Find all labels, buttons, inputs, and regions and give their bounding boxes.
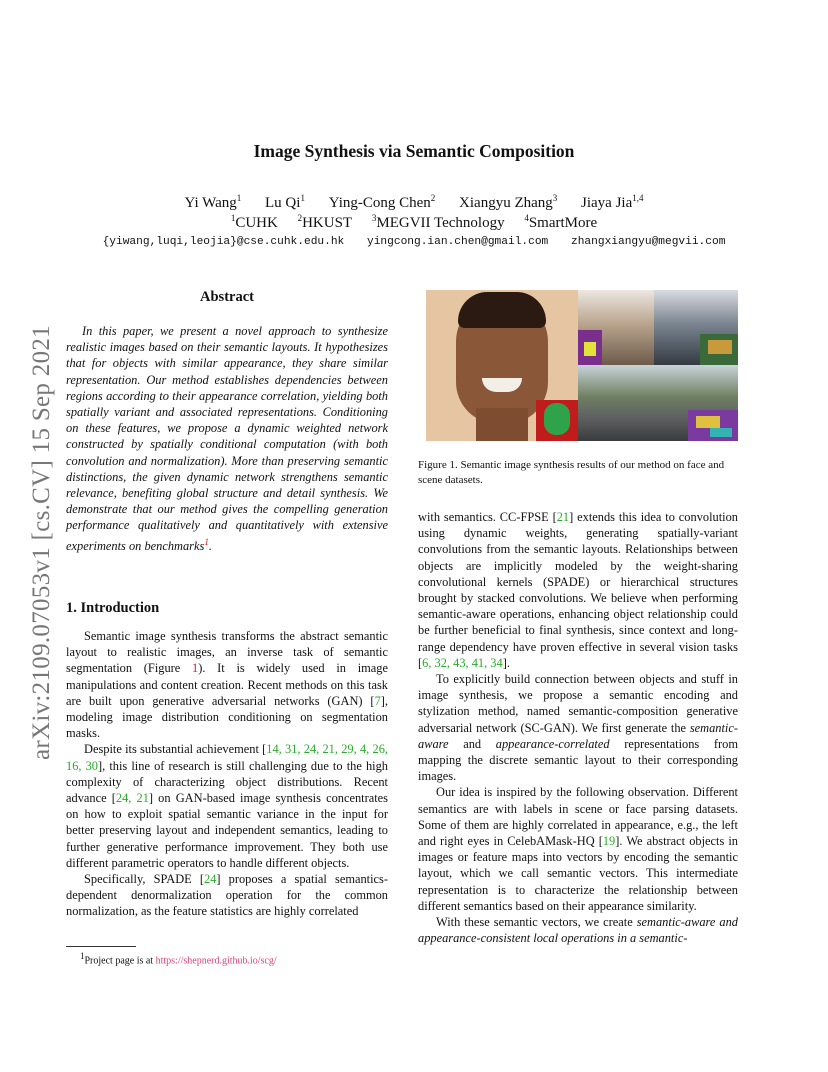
street-segmentation-mask <box>696 416 720 428</box>
citation[interactable]: 24, 21 <box>115 791 149 806</box>
email: {yiwang,luqi,leojia}@cse.cuhk.edu.hk <box>102 236 345 248</box>
paragraph: Specifically, SPADE [24] proposes a spatial semantics-dependent denormalization operation for the common normalization, as the feature statistics are highly correlated <box>66 872 388 919</box>
email: yingcong.ian.chen@gmail.com <box>367 236 549 248</box>
email-list <box>0 236 828 248</box>
author: Lu Qi$^1$ <box>265 193 305 211</box>
intro-text <box>66 628 388 920</box>
face-hair-shape <box>458 292 546 328</box>
citation[interactable]: 24 <box>204 872 217 887</box>
author-list <box>0 193 828 212</box>
paragraph: with semantics. CC-FPSE [21] extends this idea to convolution using dynamic weights, generating spatially-variant convolutions from the semantic layouts. Relationships between objects are implicitly modeled by the weight-sharing convolutional kernels (SPADE) or hierarchical structures brought by stacked convolutions. We believe when performing semantic-aware operations, enhancing object relationship could be further beneficial to final synthesis, since context and long-range dependency have proven effective in several vision tasks [6, 32, 43, 41, 34]. <box>418 510 738 670</box>
paper-title: Image Synthesis via Semantic Composition <box>253 141 575 161</box>
author: Jiaya Jia$^{1,4}$ <box>581 193 644 211</box>
right-column-text <box>418 509 738 946</box>
arxiv-stamp: arXiv:2109.07053v1 [cs.CV] 15 Sep 2021 <box>28 325 55 760</box>
face-segmentation-mask <box>544 403 570 435</box>
affiliation: $^4$SmartMore <box>524 213 598 231</box>
paragraph: With these semantic vectors, we create semantic-aware and appearance-consistent local operations in a semantic- <box>418 915 738 946</box>
indoor-segmentation-mask <box>584 342 596 356</box>
affiliation: $^1$CUHK <box>230 213 278 231</box>
affiliation: $^3$MEGVII Technology <box>371 213 505 231</box>
section-heading-introduction: 1. Introduction <box>66 600 160 616</box>
footnote: $^1$Project page is at https://shepnerd.github.io/scg/ <box>80 951 277 967</box>
author: Yi Wang$^1$ <box>184 193 242 211</box>
train-segmentation-mask <box>708 340 732 354</box>
face-neck-shape <box>476 408 528 441</box>
figure-1-caption: Figure 1. Semantic image synthesis results of our method on face and scene datasets. <box>418 459 725 486</box>
paragraph: To explicitly build connection between objects and stuff in image synthesis, we propose a semantic encoding and stylization method, named semantic-composition generative adversarial network (SC-GAN). We first generate the semantic-aware and appearance-correlated representations from mapping the discrete semantic layout to their corresponding images. <box>418 672 738 784</box>
figure-1-image <box>426 290 738 441</box>
email: zhangxiangyu@megvii.com <box>571 236 726 248</box>
footnote-marker[interactable]: 1 <box>204 536 209 547</box>
street-segmentation-mask-2 <box>710 428 732 437</box>
author: Xiangyu Zhang$^3$ <box>459 193 558 211</box>
author: Ying-Cong Chen$^2$ <box>328 193 436 211</box>
citation[interactable]: 19 <box>602 834 616 849</box>
citation[interactable]: 6, 32, 43, 41, 34 <box>422 655 503 670</box>
citation[interactable]: 21 <box>556 510 570 524</box>
abstract-heading: Abstract <box>200 289 254 305</box>
citation[interactable]: 14, 31, 24, 21, 29, 4, 26, 16, 30 <box>66 742 388 773</box>
project-page-link[interactable]: https://shepnerd.github.io/scg/ <box>155 955 277 967</box>
paragraph: Despite its substantial achievement [14, 31, 24, 21, 29, 4, 26, 16, 30], this line of research is still challenging due to the high complexity of characterizing object distributions. Recent advance [24, 21] on GAN-based image synthesis concentrates on how to exploit spatial semantic variance in the input for better preserving layout and independent semantics, leading to further generative performance improvement. They both use different parametric operators to handle different objects. <box>66 742 388 870</box>
citation[interactable]: 7 <box>374 693 381 708</box>
paragraph: Semantic image synthesis transforms the abstract semantic layout to realistic images, an inverse task of semantic segmentation (Figure 1). It is widely used in image manipulations and content creation. Recent methods on this task are built upon generative adversarial networks (GAN) [7], modeling image distribution conditioning on segmentation masks. <box>66 629 388 741</box>
affiliation: $^2$HKUST <box>297 213 353 231</box>
footnote-rule <box>66 946 136 947</box>
paragraph: Our idea is inspired by the following observation. Different semantics are with labels in scene or face parsing datasets. Some of them are highly correlated in appearance, e.g., the left and right eyes in CelebAMask-HQ [19]. We abstract objects in images or feature maps into vectors by encoding the semantic layout, which we call semantic vectors. This intermediate representation is to characterize the relationship between different semantics based on their appearance similarity. <box>418 785 739 913</box>
affiliation-list <box>0 213 828 232</box>
figure-ref[interactable]: 1 <box>192 661 199 676</box>
abstract-body: In this paper, we present a novel approach to synthesize realistic images based on their semantic layouts. It hypothesizes that for objects with similar appearance, they share similar representation. Our method establishes dependencies between regions according to their appearance correlation, yielding both spatially variant and associated representations. Conditioning on these features, we propose a dynamic weighted network constructed by spatially conditional computation (with both convolution and normalization). More than preserving semantic distinctions, the given dynamic network strengthens semantic relevance, benefiting global structure and detail synthesis. We demonstrate that our method gives the compelling generation performance qualitatively and quantitatively with extensive experiments on benchmarks$^1$. <box>66 324 388 553</box>
